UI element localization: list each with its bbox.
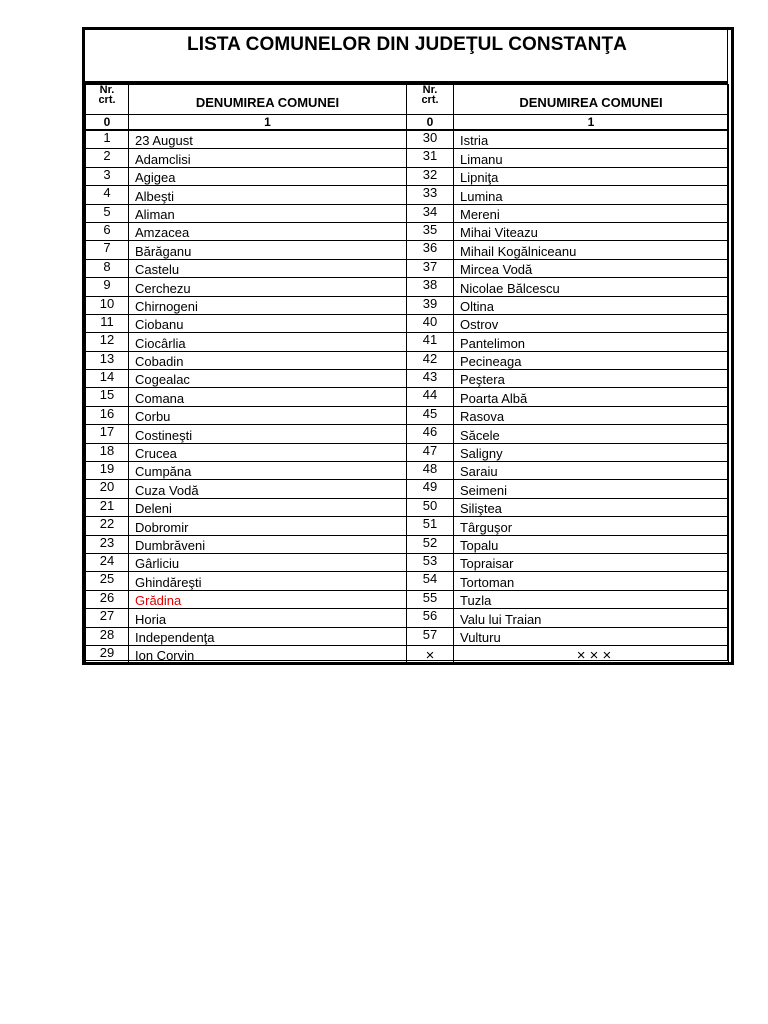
row-number: 41 [407,333,454,351]
commune-name: Crucea [129,443,407,461]
nr-crt-line2: crt. [421,94,439,106]
row-number: 5 [86,204,129,222]
commune-name: Ciobanu [129,314,407,332]
commune-name: Castelu [129,259,407,277]
row-number: 44 [407,388,454,406]
denumirea-header-right: DENUMIREA COMUNEI [454,85,729,115]
table-row [86,259,729,277]
row-number: 37 [407,259,454,277]
row-number: 32 [407,167,454,185]
row-number: 46 [407,425,454,443]
row-number: 28 [86,627,129,645]
commune-name: Comana [129,388,407,406]
commune-name: Mereni [454,204,729,222]
commune-name: Limanu [454,149,729,167]
row-number: 29 [86,645,129,663]
column-index-1-left: 1 [129,115,407,131]
row-number: 3 [86,167,129,185]
cross-marks-icon: × × × [454,645,729,663]
table-row [86,553,729,571]
communes-table [85,84,729,664]
row-number: 19 [86,462,129,480]
table-row [86,517,729,535]
table-row [86,388,729,406]
table-header-row [86,85,729,115]
row-number: 10 [86,296,129,314]
table-row [86,627,729,645]
row-number: 43 [407,370,454,388]
table-row [86,590,729,608]
table-row [86,443,729,461]
row-number: 30 [407,130,454,149]
row-number: 27 [86,609,129,627]
row-number: 2 [86,149,129,167]
table-row [86,204,729,222]
commune-name: Valu lui Traian [454,609,729,627]
row-number: 22 [86,517,129,535]
commune-name: Cumpăna [129,462,407,480]
commune-name: Gârliciu [129,553,407,571]
table-row [86,406,729,424]
nr-crt-line1: Nr. [99,84,115,96]
table-row [86,370,729,388]
row-number: 47 [407,443,454,461]
row-number: 7 [86,241,129,259]
column-index-0-right: 0 [407,115,454,131]
row-number: 54 [407,572,454,590]
table-row [86,498,729,516]
commune-name: Peştera [454,370,729,388]
row-number: 38 [407,278,454,296]
row-number: 49 [407,480,454,498]
table-row [86,425,729,443]
cross-mark-icon: × [407,645,454,663]
table-row [86,535,729,553]
row-number: 4 [86,186,129,204]
commune-name: Horia [129,609,407,627]
row-number: 57 [407,627,454,645]
table-row [86,333,729,351]
commune-name: Nicolae Bălcescu [454,278,729,296]
row-number: 40 [407,314,454,332]
nr-crt-line1: Nr. [422,84,438,96]
table-row [86,222,729,240]
commune-name: Topraisar [454,553,729,571]
commune-name: Dobromir [129,517,407,535]
table-row [86,149,729,167]
row-number: 24 [86,553,129,571]
row-number: 51 [407,517,454,535]
row-number: 33 [407,186,454,204]
nr-crt-line2: crt. [98,94,116,106]
commune-name: Bărăganu [129,241,407,259]
commune-name: Siliştea [454,498,729,516]
commune-name: Aliman [129,204,407,222]
row-number: 15 [86,388,129,406]
commune-name: Ciocârlia [129,333,407,351]
table-row [86,645,729,663]
nr-crt-header-right [407,85,454,115]
commune-name: Poarta Albă [454,388,729,406]
row-number: 34 [407,204,454,222]
table-row [86,351,729,369]
commune-name: Istria [454,130,729,149]
row-number: 9 [86,278,129,296]
commune-name: Vulturu [454,627,729,645]
table-row [86,130,729,149]
commune-name: Amzacea [129,222,407,240]
row-number: 26 [86,590,129,608]
table-row [86,186,729,204]
commune-name: Agigea [129,167,407,185]
commune-name: Pecineaga [454,351,729,369]
commune-name: Târguşor [454,517,729,535]
commune-name: Mihail Kogălniceanu [454,241,729,259]
commune-name: Oltina [454,296,729,314]
commune-name: Mihai Viteazu [454,222,729,240]
row-number: 1 [86,130,129,149]
nr-crt-header-left [86,85,129,115]
table-row [86,241,729,259]
commune-name: Seimeni [454,480,729,498]
row-number: 52 [407,535,454,553]
table-row [86,480,729,498]
row-number: 56 [407,609,454,627]
row-number: 6 [86,222,129,240]
commune-name: Grădina [129,590,407,608]
commune-name: Cogealac [129,370,407,388]
commune-name: Tortoman [454,572,729,590]
row-number: 45 [407,406,454,424]
commune-name: Saligny [454,443,729,461]
row-number: 48 [407,462,454,480]
commune-name: Săcele [454,425,729,443]
table-row [86,167,729,185]
row-number: 35 [407,222,454,240]
commune-name: Dumbrăveni [129,535,407,553]
commune-name: Topalu [454,535,729,553]
commune-name: Tuzla [454,590,729,608]
row-number: 20 [86,480,129,498]
row-number: 17 [86,425,129,443]
column-index-row [86,115,729,131]
commune-name: Chirnogeni [129,296,407,314]
row-number: 16 [86,406,129,424]
table-row [86,278,729,296]
row-number: 8 [86,259,129,277]
denumirea-header-left: DENUMIREA COMUNEI [129,85,407,115]
row-number: 50 [407,498,454,516]
table-row [86,609,729,627]
commune-name: Lumina [454,186,729,204]
commune-name: Ion Corvin [129,645,407,663]
row-number: 14 [86,370,129,388]
row-number: 11 [86,314,129,332]
row-number: 12 [86,333,129,351]
row-number: 53 [407,553,454,571]
table-row [86,572,729,590]
commune-name: Cobadin [129,351,407,369]
table-row [86,314,729,332]
commune-name: Cerchezu [129,278,407,296]
row-number: 42 [407,351,454,369]
row-number: 25 [86,572,129,590]
commune-name: Pantelimon [454,333,729,351]
row-number: 21 [86,498,129,516]
commune-name: Saraiu [454,462,729,480]
row-number: 39 [407,296,454,314]
row-number: 13 [86,351,129,369]
commune-name: Ostrov [454,314,729,332]
commune-name: Adamclisi [129,149,407,167]
commune-name: Ghindăreşti [129,572,407,590]
row-number: 55 [407,590,454,608]
row-number: 36 [407,241,454,259]
commune-name: Corbu [129,406,407,424]
table-row [86,462,729,480]
table-row [86,296,729,314]
row-number: 23 [86,535,129,553]
row-number: 31 [407,149,454,167]
commune-name: Lipniţa [454,167,729,185]
row-number: 18 [86,443,129,461]
commune-name: Costineşti [129,425,407,443]
commune-name: 23 August [129,130,407,149]
commune-name: Cuza Vodă [129,480,407,498]
commune-name: Albeşti [129,186,407,204]
column-index-0-left: 0 [86,115,129,131]
commune-name: Deleni [129,498,407,516]
column-index-1-right: 1 [454,115,729,131]
commune-name: Independenţa [129,627,407,645]
commune-name: Mircea Vodă [454,259,729,277]
page-title: LISTA COMUNELOR DIN JUDEŢUL CONSTANŢA [187,34,627,55]
commune-name: Rasova [454,406,729,424]
